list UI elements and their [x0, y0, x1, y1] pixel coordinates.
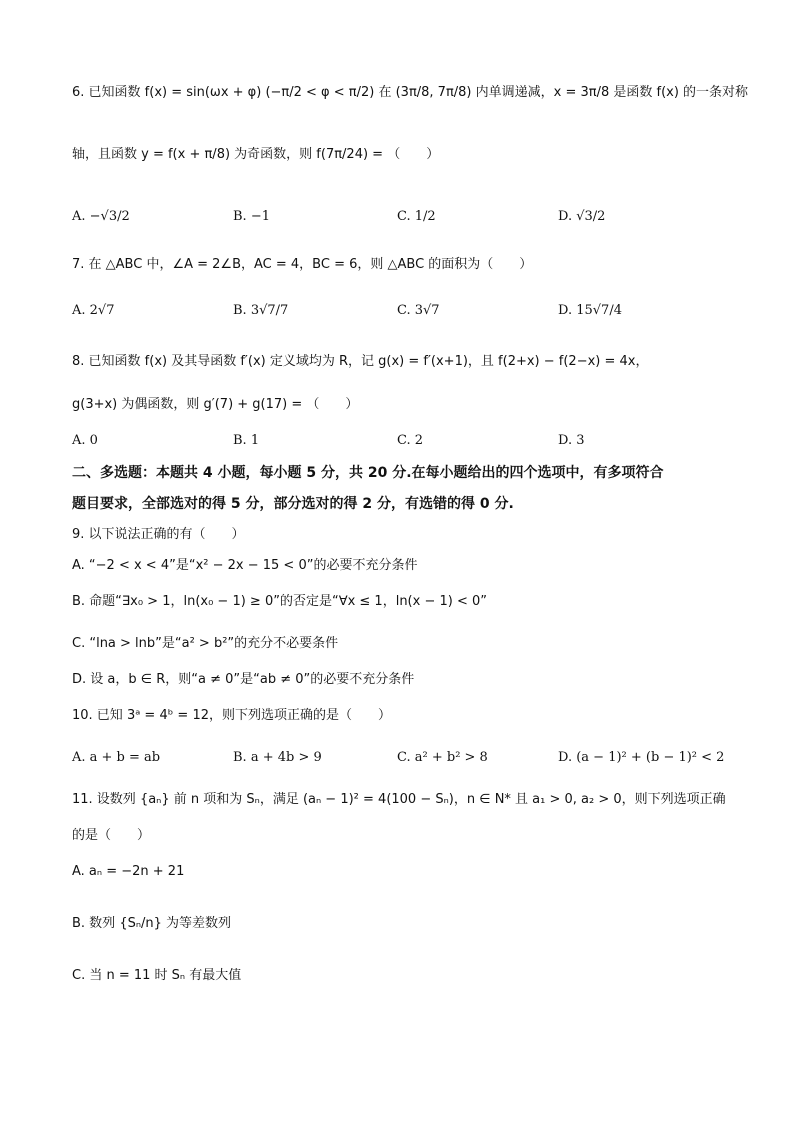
q8-option-b: B. 1 — [233, 433, 260, 448]
section2-heading-line1: 二、多选题：本题共 4 小题，每小题 5 分，共 20 分.在每小题给出的四个选项中，有多项符合 — [72, 465, 664, 481]
q6-stem-line1: 6. 已知函数 f(x) = sin(ωx + φ) (−π/2 < φ < π/2) 在 (3π/8, 7π/8) 内单调递减，x = 3π/8 是函数 f(x) 的一条对称 — [72, 85, 749, 100]
q11-stem-line2: 的是（ ） — [72, 828, 151, 843]
q8-option-d: D. 3 — [558, 433, 585, 448]
q7-stem: 7. 在 △ABC 中，∠A = 2∠B，AC = 4，BC = 6，则 △ABC 的面积为（ ） — [72, 257, 533, 272]
q9-option-b: B. 命题“∃x₀ > 1，ln(x₀ − 1) ≥ 0”的否定是“∀x ≤ 1，ln(x − 1) < 0” — [72, 594, 487, 609]
q9-option-d: D. 设 a，b ∈ R，则“a ≠ 0”是“ab ≠ 0”的必要不充分条件 — [72, 672, 415, 687]
q8-stem-line1: 8. 已知函数 f(x) 及其导函数 f′(x) 定义域均为 R，记 g(x) = f′(x+1)，且 f(2+x) − f(2−x) = 4x， — [72, 354, 649, 369]
q9-stem: 9. 以下说法正确的有（ ） — [72, 527, 245, 542]
q10-option-d: D. (a − 1)² + (b − 1)² < 2 — [558, 750, 725, 765]
q7-option-c: C. 3√7 — [397, 303, 440, 318]
q11-option-c: C. 当 n = 11 时 Sₙ 有最大值 — [72, 968, 242, 983]
q10-option-a: A. a + b = ab — [72, 750, 161, 765]
q11-stem-line1: 11. 设数列 {aₙ} 前 n 项和为 Sₙ，满足 (aₙ − 1)² = 4(100 − Sₙ)，n ∈ N* 且 a₁ > 0, a₂ > 0，则下列选项正确 — [72, 792, 726, 807]
q7-option-a: A. 2√7 — [72, 303, 115, 318]
q6-option-d: D. √3/2 — [558, 209, 606, 224]
q6-option-a: A. −√3/2 — [72, 209, 130, 224]
q8-option-c: C. 2 — [397, 433, 424, 448]
q10-option-c: C. a² + b² > 8 — [397, 750, 488, 765]
q6-option-c: C. 1/2 — [397, 209, 436, 224]
q7-option-b: B. 3√7/7 — [233, 303, 289, 318]
section2-heading-line2: 题目要求，全部选对的得 5 分，部分选对的得 2 分，有选错的得 0 分. — [72, 496, 514, 512]
q8-option-a: A. 0 — [72, 433, 98, 448]
q6-option-b: B. −1 — [233, 209, 270, 224]
q7-option-d: D. 15√7/4 — [558, 303, 622, 318]
q10-option-b: B. a + 4b > 9 — [233, 750, 322, 765]
q6-stem-line2: 轴，且函数 y = f(x + π/8) 为奇函数，则 f(7π/24) = （ ） — [72, 147, 440, 162]
q10-stem: 10. 已知 3ᵃ = 4ᵇ = 12，则下列选项正确的是（ ） — [72, 708, 391, 723]
q11-option-a: A. aₙ = −2n + 21 — [72, 864, 185, 879]
q8-stem-line2: g(3+x) 为偶函数，则 g′(7) + g(17) = （ ） — [72, 397, 359, 412]
q9-option-a: A. “−2 < x < 4”是“x² − 2x − 15 < 0”的必要不充分条件 — [72, 558, 418, 573]
q11-option-b: B. 数列 {Sₙ/n} 为等差数列 — [72, 916, 232, 931]
q9-option-c: C. “lna > lnb”是“a² > b²”的充分不必要条件 — [72, 636, 339, 651]
